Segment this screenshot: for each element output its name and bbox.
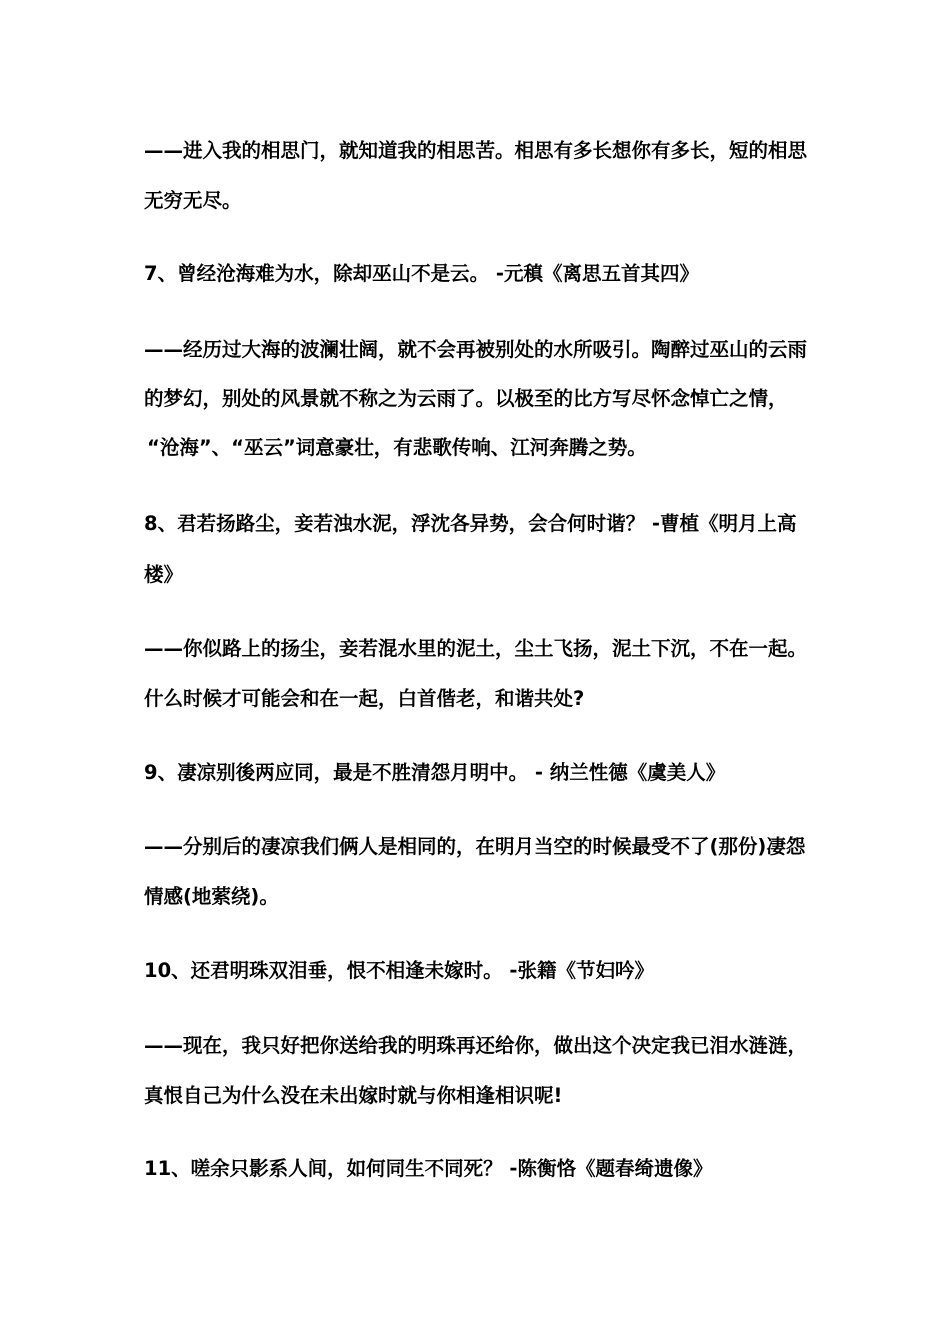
- text-line: ——你似路上的扬尘，妾若混水里的泥土，尘土飞扬，泥土下沉，不在一起。: [144, 637, 808, 660]
- text-line: ——进入我的相思门，就知道我的相思苦。相思有多长想你有多长，短的相思: [144, 139, 808, 162]
- text-line: ——分别后的凄凉我们俩人是相同的，在明月当空的时候最受不了(那份)凄怨: [144, 835, 806, 858]
- text-line: ——经历过大海的波澜壮阔，就不会再被别处的水所吸引。陶醉过巫山的云雨: [144, 338, 808, 361]
- text-line: 楼》: [144, 563, 184, 586]
- text-line: 11、嗟余只影系人间，如何同生不同死？ -陈衡恪《题春绮遗像》: [144, 1157, 713, 1180]
- text-line: “沧海”、“巫云”词意豪壮，有悲歌传响、江河奔腾之势。: [147, 436, 647, 459]
- text-line: 的梦幻，别处的风景就不称之为云雨了。以极至的比方写尽怀念悼亡之情，: [144, 387, 788, 410]
- text-line: 10、还君明珠双泪垂，恨不相逢未嫁时。 -张籍《节妇吟》: [144, 959, 655, 982]
- text-line: 情感(地萦绕)。: [144, 885, 279, 908]
- text-line: 8、君若扬路尘，妾若浊水泥，浮沈各异势，会合何时谐？ -曹植《明月上高: [144, 512, 797, 535]
- text-line: ——现在，我只好把你送给我的明珠再还给你，做出这个决定我已泪水涟涟，: [144, 1034, 808, 1057]
- text-line: 9、凄凉别後两应同，最是不胜清怨月明中。 - 纳兰性德《虞美人》: [144, 761, 726, 784]
- text-line: 无穷无尽。: [144, 189, 242, 212]
- text-line: 7、曾经沧海难为水，除却巫山不是云。 -元稹《离思五首其四》: [144, 262, 699, 285]
- text-line: 真恨自己为什么没在未出嫁时就与你相逢相识呢!: [144, 1084, 563, 1107]
- text-line: 什么时候才可能会和在一起，白首偕老，和谐共处?: [144, 687, 585, 710]
